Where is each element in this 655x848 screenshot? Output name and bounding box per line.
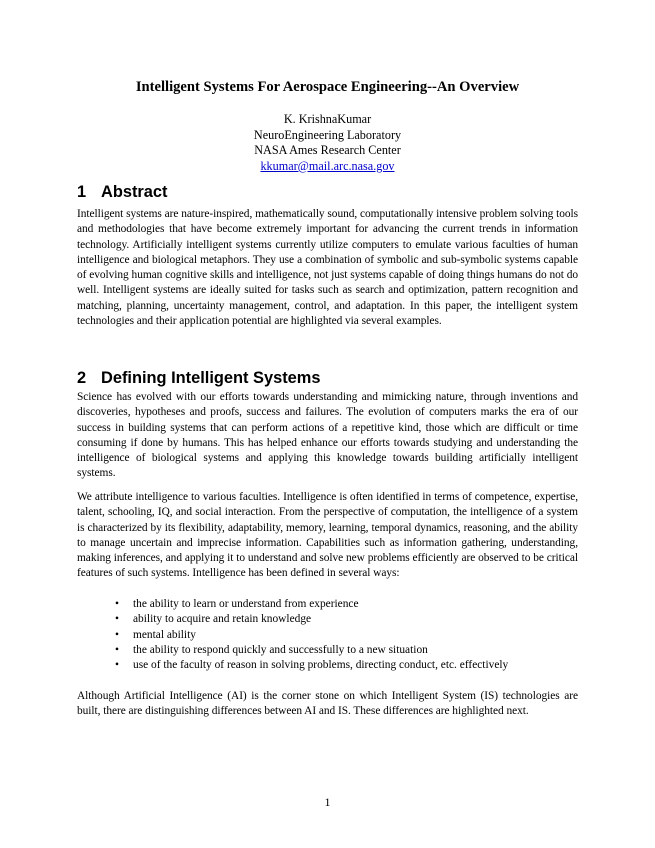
intelligence-definitions-list xyxy=(77,597,578,673)
bullet-icon: • xyxy=(115,659,119,672)
list-item: • the ability to learn or understand from experience xyxy=(77,597,578,612)
list-item: • use of the faculty of reason in solving problems, directing conduct, etc. effectively xyxy=(77,658,578,673)
bullet-icon: • xyxy=(115,613,119,626)
section-heading-abstract xyxy=(77,182,168,202)
document-page xyxy=(77,0,578,848)
section-number: 2 xyxy=(77,369,87,387)
author-name: K. KrishnaKumar xyxy=(283,112,372,126)
body-paragraph: We attribute intelligence to various faculties. Intelligence is often identified in terms of competence, expertise, talent, schooling, IQ, and social interaction. From the perspective of computation, the intelligence of a system is characterized by its flexibility, adaptability, memory, learning, temporal dynamics, reasoning, and the ability to manage uncertain and imprecise information. Capabilities such as information gathering, understanding, making inferences, and applying it to understand and solve new problems efficiently are observed to be critical features of such systems. Intelligence has been defined in several ways: xyxy=(77,491,578,580)
section-heading-defining xyxy=(77,368,321,388)
author-block xyxy=(77,112,578,174)
list-item: • the ability to respond quickly and successfully to a new situation xyxy=(77,643,578,658)
paper-title: Intelligent Systems For Aerospace Engineering--An Overview xyxy=(135,79,520,95)
list-item: • ability to acquire and retain knowledge xyxy=(77,612,578,627)
author-center: NASA Ames Research Center xyxy=(254,143,401,158)
section-title: Abstract xyxy=(101,183,168,201)
bullet-icon: • xyxy=(115,643,119,656)
page-number: 1 xyxy=(324,795,331,809)
abstract-paragraph: Intelligent systems are nature-inspired, mathematically sound, computationally intensive problem solving tools and methodologies that have become extremely important for advancing the current trends in information technology. Artificially intelligent systems currently utilize computers to emulate various faculties of human intelligence and biological metaphors. They use a combination of symbolic and sub-symbolic systems capable of evolving human cognitive skills and intelligence, not just systems capable of doing things humans do not do well. Intelligent systems are ideally suited for tasks such as search and optimization, pattern recognition and matching, planning, uncertainty management, control, and adaptation. In this paper, the intelligent system technologies and their application potential are highlighted via several examples. xyxy=(77,208,578,328)
author-email-link[interactable]: kkumar@mail.arc.nasa.gov xyxy=(260,158,395,173)
bullet-icon: • xyxy=(115,628,119,641)
bullet-icon: • xyxy=(115,598,119,610)
body-paragraph: Science has evolved with our efforts towards understanding and mimicking nature, through inventions and discoveries, hypotheses and proofs, success and failures. The evolution of computers marks the era of our success in building systems that can perform actions of a repetitive kind, those which are difficult or time consuming if done by humans. This has helped enhance our efforts towards studying and understanding the intelligence of biological systems and applying this knowledge towards building artificially intelligent systems. xyxy=(77,391,578,480)
body-paragraph: Although Artificial Intelligence (AI) is the corner stone on which Intelligent System (IS) technologies are built, there are distinguishing differences between AI and IS. These differences are highlighted next. xyxy=(77,690,578,718)
section-number: 1 xyxy=(77,183,87,201)
list-item: • mental ability xyxy=(77,628,578,643)
author-lab: NeuroEngineering Laboratory xyxy=(253,127,402,142)
section-title: Defining Intelligent Systems xyxy=(101,369,321,387)
